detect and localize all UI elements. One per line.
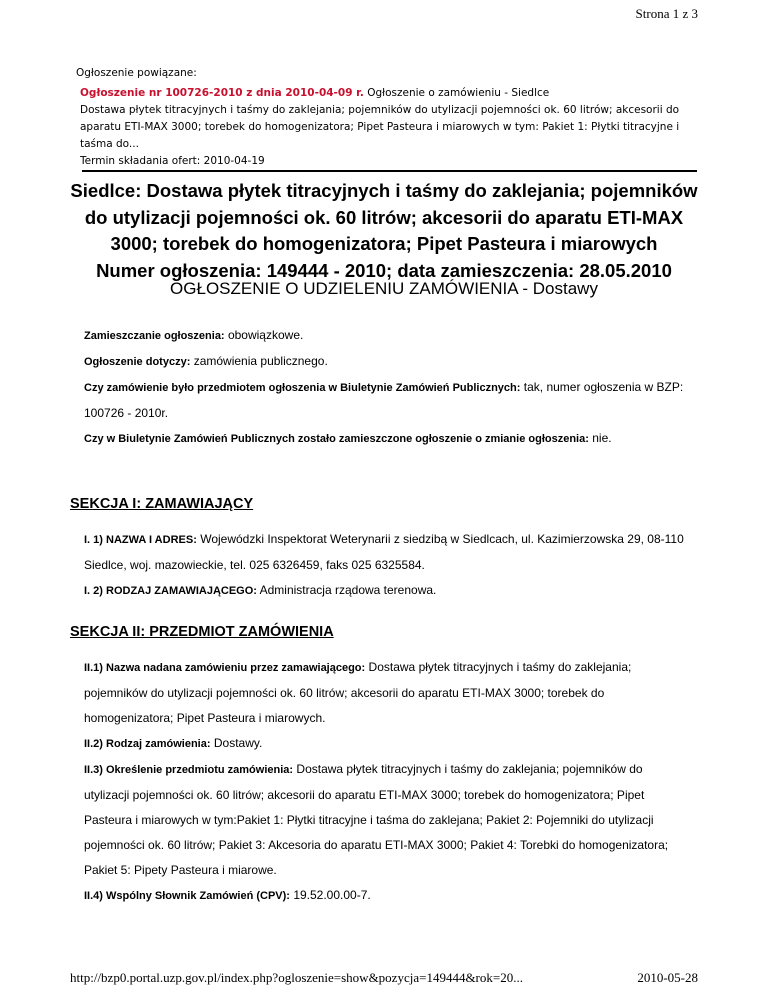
field-label: II.3) Określenie przedmiotu zamówienia: [84,764,294,776]
field-label: I. 1) NAZWA I ADRES: [84,534,197,546]
info-value: obowiązkowe. [227,328,304,342]
page-number: Strona 1 z 3 [635,6,698,21]
title-line: Siedlce: Dostawa płytek titracyjnych i taśmy do zaklejania; pojemników [70,180,698,201]
section-1-body [84,527,684,604]
related-box [76,85,696,170]
field-value: 19.52.00.00-7. [293,888,371,902]
info-label: Zamieszczanie ogłoszenia: [84,330,225,342]
related-notice [76,67,696,170]
related-notice-link[interactable]: Ogłoszenie nr 100726-2010 z dnia 2010-04-09 r. [80,87,364,99]
field-value: Administracja rządowa terenowa. [259,583,437,597]
info-label: Czy w Biuletynie Zamówień Publicznych zostało zamieszczone ogłoszenie o zmianie ogłoszenia: [84,433,589,445]
footer-url: http://bzp0.portal.uzp.gov.pl/index.php?ogloszenie=show&pozycja=149444&rok=20... [70,970,523,985]
info-label: Czy zamówienie było przedmiotem ogłoszenia w Biuletynie Zamówień Publicznych: [84,382,521,394]
field-label: II.2) Rodzaj zamówienia: [84,738,211,750]
info-value: tak, numer ogłoszenia w BZP: 100726 - 2010r. [84,380,684,420]
related-notice-type: Ogłoszenie o zamówieniu - Siedlce [367,87,550,99]
footer-date: 2010-05-28 [637,970,698,985]
field-label: II.4) Wspólny Słownik Zamówień (CPV): [84,890,290,902]
notice-info [84,323,684,452]
page-subtitle: OGŁOSZENIE O UDZIELENIU ZAMÓWIENIA - Dostawy [170,279,598,298]
related-notice-description: Dostawa płytek titracyjnych i taśmy do zaklejania; pojemników do utylizacji pojemności ok. 60 litrów; akcesorii do aparatu ETI-MAX 3000; torebek do homogenizatora; Pipet Pasteura i miarowych w tym: Pakiet 1: Płytki titracyjne i taśma do... [80,104,680,150]
field-value: Dostawa płytek titracyjnych i taśmy do zaklejania; pojemników do utylizacji pojemności ok. 60 litrów; akcesorii do aparatu ETI-MAX 3000; torebek do homogenizatora; Pipet Pasteura i miarowych. [84,660,632,725]
section-heading: SEKCJA I: ZAMAWIAJĄCY [70,496,254,512]
field-value: Dostawa płytek titracyjnych i taśmy do zaklejania; pojemników do utylizacji pojemności ok. 60 litrów; akcesorii do aparatu ETI-MAX 3000; torebek do homogenizatora; Pipet Pasteura i miarowych w tym:Pakiet 1: Płytki titracyjne i taśma do zaklejana; Pakiet 2: Pojemniki do utylizacji pojemności ok. 60 litrów; Pakiet 3: Akcesoria do aparatu ETI-MAX 3000; Pakiet 4: Torebki do homogenizatora; Pakiet 5: Pipety Pasteura i miarowe. [84,762,669,877]
info-value: zamówienia publicznego. [193,354,328,368]
page-title [70,178,698,284]
field-label: II.1) Nazwa nadana zamówieniu przez zamawiającego: [84,662,366,674]
info-label: Ogłoszenie dotyczy: [84,356,191,368]
related-notice-deadline: Termin składania ofert: 2010-04-19 [80,155,265,167]
section-heading: SEKCJA II: PRZEDMIOT ZAMÓWIENIA [70,624,334,640]
title-line: Numer ogłoszenia: 149444 - 2010; data zamieszczenia: 28.05.2010 [96,259,672,281]
divider [82,170,697,172]
field-value: Dostawy. [213,736,263,750]
title-line: 3000; torebek do homogenizatora; Pipet Pasteura i miarowych [110,233,658,254]
title-line: do utylizacji pojemności ok. 60 litrów; akcesorii do aparatu ETI-MAX [84,206,684,228]
field-value: Wojewódzki Inspektorat Weterynarii z siedzibą w Siedlcach, ul. Kazimierzowska 29, 08-110 Siedlce, woj. mazowieckie, tel. 025 6326459, faks 025 6325584. [84,532,684,572]
info-value: nie. [592,431,612,445]
related-heading: Ogłoszenie powiązane: [76,67,197,79]
section-2-body [84,655,684,909]
field-label: I. 2) RODZAJ ZAMAWIAJĄCEGO: [84,585,257,597]
